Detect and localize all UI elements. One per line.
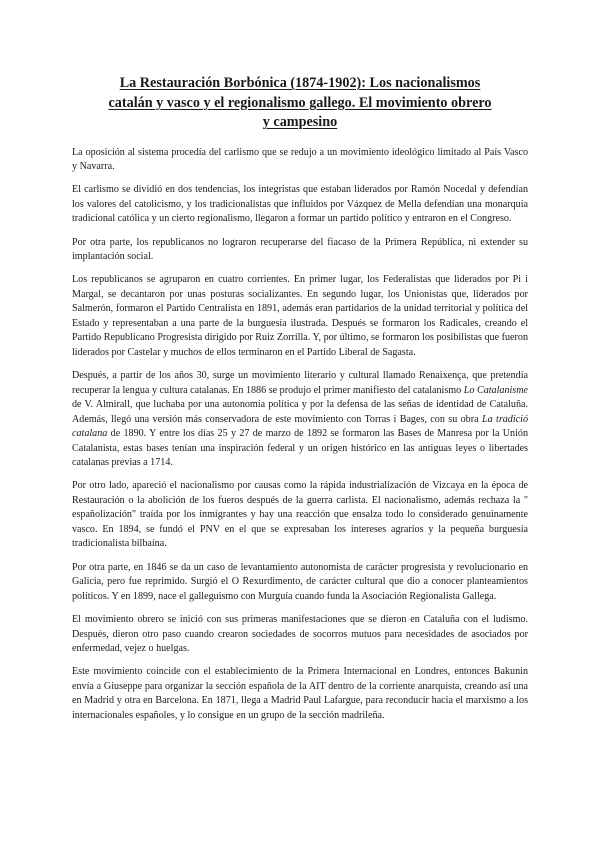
italic-title: Lo Catalanisme: [463, 384, 528, 396]
paragraph-text: Por otra parte, en 1846 se da un caso de levantamiento autonomista de carácter progresista y revolucionario en Galicia, pero fue reprimido. Surgió el O Rexurdimento, de carácter cultural que dio a conocer planteamientos políticos. Y en 1899, nace el galleguismo con Murguía cuando funda la Asociación Regionalista Gallega.: [72, 561, 528, 602]
paragraph-5: [72, 369, 528, 471]
paragraph-8: [72, 613, 528, 657]
paragraph-text: El movimiento obrero se inició con sus primeras manifestaciones que se dieron en Cataluña con el ludismo. Después, dieron otro paso cuando crearon sociedades de socorros mutuos para necesidades de asociados por enfermedad, vejez o huelgas.: [72, 614, 528, 655]
paragraph-text: Después, a partir de los años 30, surge un movimiento literario y cultural llamado Renaixença, que pretendía recuperar la lengua y cultura catalanas. En 1886 se produjo el primer manifiesto del catalanismo: [72, 370, 528, 396]
paragraph-text: Este movimiento coincide con el establecimiento de la Primera Internacional en Londres, entonces Bakunin envía a Giuseppe para organizar la sección española de la AIT dentro de la corriente anarquista, creando así una en Madrid y otra en Barcelona. En 1871, llega a Madrid Paul Lafargue, para reconducir hacia el marxismo a los internacionales españoles, y lo consigue en un grupo de la sección madrileña.: [72, 666, 528, 721]
paragraph-6: [72, 479, 528, 552]
paragraph-2: [72, 183, 528, 227]
paragraph-text: de V. Almirall, que luchaba por una autonomía política y por la defensa de las señas de identidad de Cataluña. Además, llegó una versión más conservadora de este movimiento con Torras i Bages, con su obra: [72, 399, 528, 425]
paragraph-text: Por otro lado, apareció el nacionalismo por causas como la rápida industrialización de Vizcaya en la época de Restauración o la abolición de los fueros después de la guerra carlista. El nacionalismo, además rechaza la " españolización" traída por los inmigrantes y hay una reacción que ensalza todo lo considerado genuinamente vasco. En 1894, se fundó el PNV en el que se expresaban los intereses agrarios y la pequeña burguesía tradicionalista bilbaína.: [72, 480, 528, 550]
paragraph-text: Por otra parte, los republicanos no lograron recuperarse del fiacaso de la Primera República, ni extender su implantación social.: [72, 236, 528, 263]
paragraph-text: La oposición al sistema procedía del carlismo que se redujo a un movimiento ideológico limitado al País Vasco y Navarra.: [72, 146, 528, 172]
paragraph-4: [72, 273, 528, 360]
paragraph-text: de 1890. Y entre los días 25 y 27 de marzo de 1892 se formaron las Bases de Manresa por la Unión Catalanista, estas bases tenían una inspiración federal y un origen histórico en las antiguas leyes o libertades catalanas previas a 1714.: [72, 428, 528, 469]
paragraph-9: [72, 665, 528, 723]
paragraph-7: [72, 561, 528, 605]
italic-title: La tradició catalana: [72, 413, 528, 440]
paragraph-1: [72, 146, 528, 175]
paragraph-text: Los republicanos se agruparon en cuatro corrientes. En primer lugar, los Federalistas que liderados por Pi i Margal, se decantaron por unas posturas socializantes. En segundo lugar, los Unionistas que, liderados por Salmerón, formaron el Partido Centralista en 1891, además eran partidarios de la unidad territorial y política del Estado y representaban a una parte de la burguesía ilustrada. Después se formaron los Radicales, creando el Partido Republicano Progresista dirigido por Ruiz Zorrilla. Y, por último, se formaron los posibilistas que fueron liderados por Castelar y muchos de ellos terminaron en el Partido Liberal de Sagasta.: [72, 274, 528, 358]
paragraph-text: El carlismo se dividió en dos tendencias, los integristas que estaban liderados por Ramón Nocedal y defendían los valores del catolicismo, y los tradicionalistas que influidos por Vázquez de Mella defendían una monarquía tradicional católica y un cierto regionalismo, llegaron a formar un partido político y entraron en el Congreso.: [72, 184, 528, 225]
document-title: La Restauración Borbónica (1874-1902): Los nacionalismos catalán y vasco y el regionalismo gallego. El movimiento obrero y campesino: [108, 75, 492, 130]
document-body: [72, 146, 528, 724]
paragraph-3: [72, 236, 528, 265]
